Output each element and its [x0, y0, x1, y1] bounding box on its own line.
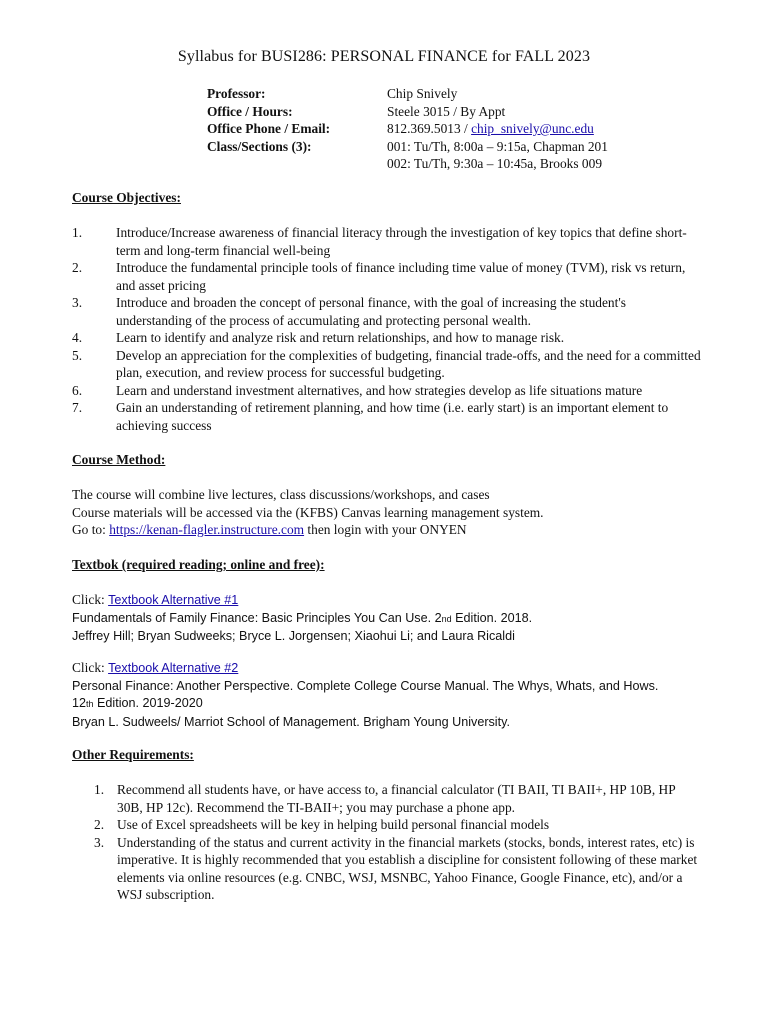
- info-value: [387, 120, 594, 138]
- method-line: The course will combine live lectures, class discussions/workshops, and cases: [72, 487, 490, 502]
- textbook-title-line: [72, 610, 712, 629]
- click-line: [72, 659, 712, 678]
- click-line: [72, 591, 712, 610]
- list-item: [72, 329, 702, 347]
- list-number: 1.: [72, 225, 83, 240]
- list-text: Learn to identify and analyze risk and return relationships, and how to manage risk.: [116, 330, 565, 345]
- page-title: Syllabus for BUSI286: PERSONAL FINANCE for FALL 2023: [177, 48, 591, 65]
- info-row-office: [207, 103, 608, 121]
- info-value: Steele 3015 / By Appt: [387, 103, 506, 119]
- section-heading-textbook: Textbok (required reading; online and free):: [72, 557, 325, 572]
- textbook-edition: Edition. 2018.: [451, 610, 533, 625]
- list-number: 4.: [72, 330, 83, 345]
- list-item: [72, 224, 702, 259]
- list-text: Recommend all students have, or have access to, a financial calculator (TI BAII, TI BAII+, HP 10B, HP 30B, HP 12c). Recommend the TI-BAII+; you may purchase a phone app.: [117, 782, 676, 815]
- method-line: Course materials will be accessed via the (KFBS) Canvas learning management system.: [72, 504, 544, 520]
- section-heading-other: Other Requirements:: [72, 747, 194, 762]
- info-label: Professor:: [207, 86, 266, 101]
- textbook-alt-1: [72, 591, 712, 646]
- course-info: [207, 85, 608, 173]
- info-label: Office Phone / Email:: [207, 121, 331, 136]
- list-text: Gain an understanding of retirement planning, and how time (i.e. early start) is an important element to achieving success: [116, 400, 669, 433]
- click-label: Click:: [72, 592, 109, 607]
- list-text: Introduce and broaden the concept of personal finance, with the goal of increasing the student's understanding of the process of accumulating and protecting personal wealth.: [116, 295, 626, 328]
- section-heading-objectives: Course Objectives:: [72, 190, 181, 205]
- other-requirements-list: [94, 781, 704, 904]
- list-number: 6.: [72, 382, 83, 398]
- method-goto-line: [72, 521, 712, 539]
- goto-label: Go to:: [72, 522, 110, 537]
- textbook-alt-2: [72, 659, 712, 731]
- superscript: nd: [441, 613, 452, 624]
- method-paragraph: [72, 486, 712, 539]
- list-text: Use of Excel spreadsheets will be key in helping build personal financial models: [117, 817, 550, 832]
- list-item: [94, 816, 704, 834]
- list-item: [72, 294, 702, 329]
- textbook-edition: Edition. 2019-2020: [93, 696, 203, 710]
- list-item: [94, 834, 704, 904]
- list-text: Learn and understand investment alternatives, and how strategies develop as life situations mature: [116, 382, 643, 398]
- list-item: [94, 781, 704, 816]
- info-label: [207, 155, 387, 173]
- list-text: Introduce the fundamental principle tools of finance including time value of money (TVM), risk vs return, and asset pricing: [116, 260, 686, 293]
- textbook-authors: Bryan L. Sudweels/ Marriot School of Management. Brigham Young University.: [72, 714, 510, 729]
- goto-after: then login with your ONYEN: [304, 522, 467, 537]
- list-item: [72, 259, 702, 294]
- info-value: 001: Tu/Th, 8:00a – 9:15a, Chapman 201: [387, 138, 608, 154]
- superscript: th: [86, 699, 94, 709]
- textbook-title: Fundamentals of Family Finance: Basic Principles You Can Use. 2: [72, 610, 442, 625]
- list-number: 2.: [72, 260, 83, 275]
- list-item: [72, 399, 702, 434]
- edition-number: 12: [72, 696, 87, 710]
- click-label: Click:: [72, 660, 109, 675]
- info-row-sections-2: [207, 155, 608, 173]
- list-number: 3.: [94, 834, 105, 850]
- info-row-sections: [207, 138, 608, 156]
- objectives-list: [72, 224, 702, 434]
- phone-text: 812.369.5013 /: [387, 121, 472, 136]
- info-value: Chip Snively: [387, 86, 458, 101]
- info-row-contact: [207, 120, 608, 138]
- info-label: Class/Sections (3):: [207, 138, 312, 154]
- email-link[interactable]: chip_snively@unc.edu: [471, 121, 594, 136]
- list-text: Understanding of the status and current activity in the financial markets (stocks, bonds, interest rates, etc) is imperative. It is highly recommended that you establish a discipline for consistent following of these market elements via online resources (e.g. CNBC, WSJ, MSNBC, Yahoo Finance, Google Finance, etc), and/or a WSJ subscription.: [117, 834, 698, 902]
- list-number: 2.: [94, 817, 105, 832]
- info-label: Office / Hours:: [207, 103, 293, 119]
- section-heading-method: Course Method:: [72, 452, 166, 467]
- textbook-alt-2-link[interactable]: Textbook Alternative #2: [108, 661, 239, 675]
- list-number: 3.: [72, 295, 83, 310]
- textbook-alt-1-link[interactable]: Textbook Alternative #1: [108, 593, 239, 607]
- list-item: [72, 347, 702, 382]
- list-number: 1.: [94, 782, 105, 797]
- textbook-authors: Jeffrey Hill; Bryan Sudweeks; Bryce L. Jorgensen; Xiaohui Li; and Laura Ricaldi: [72, 629, 515, 643]
- canvas-link[interactable]: https://kenan-flagler.instructure.com: [109, 522, 305, 537]
- info-value: 002: Tu/Th, 9:30a – 10:45a, Brooks 009: [387, 156, 603, 171]
- textbook-title: Personal Finance: Another Perspective. Complete College Course Manual. The Whys, Whats, and Hows.: [72, 678, 659, 693]
- list-number: 5.: [72, 347, 83, 363]
- textbook-edition-line: [72, 695, 712, 714]
- list-text: Introduce/Increase awareness of financial literacy through the investigation of key topics that define short-term and long-term financial well-being: [116, 225, 687, 258]
- list-number: 7.: [72, 400, 83, 415]
- list-text: Develop an appreciation for the complexities of budgeting, financial trade-offs, and the need for a committed plan, execution, and review process for successful budgeting.: [116, 347, 701, 380]
- info-row-professor: [207, 85, 608, 103]
- list-item: [72, 382, 702, 400]
